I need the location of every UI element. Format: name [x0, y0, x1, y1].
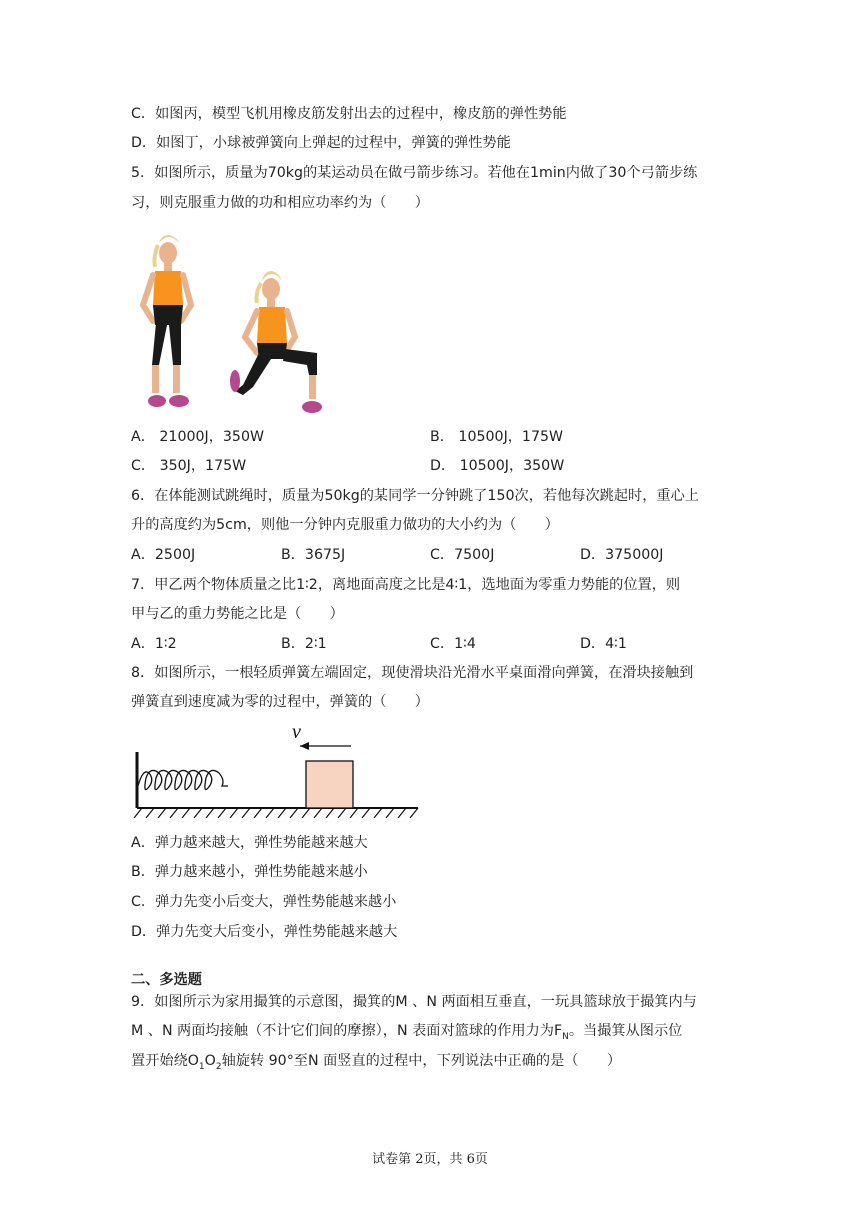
q7-stem-line2: 甲与乙的重力势能之比是（ ） [131, 606, 344, 622]
q9-stem-line3 [131, 1051, 621, 1077]
q9-line3-part-a: 置开始绕O [131, 1053, 199, 1069]
q6-option-b: B．3675J [281, 547, 346, 563]
q9-axis-subscript-2: 2 [215, 1061, 222, 1072]
q7-option-d: D．4∶1 [580, 636, 627, 652]
q5-option-b: B． 10500J，175W [430, 429, 564, 445]
q9-stem-line2 [131, 1021, 682, 1047]
q9-line3-part-c: 轴旋转 90°至N 面竖直的过程中，下列说法中正确的是（ ） [221, 1053, 622, 1069]
spring-block-diagram [130, 718, 425, 826]
q9-line2-text: M 、N 两面均接触（不计它们间的摩擦），N 表面对篮球的作用力为F [131, 1023, 563, 1039]
q5-option-c: C． 350J，175W [131, 458, 247, 474]
q9-line2-end: 。当撮箕从图示位 [568, 1023, 683, 1039]
q8-option-c: C．弹力先变小后变大，弹性势能越来越小 [131, 894, 397, 910]
lunging-person [230, 271, 322, 413]
q9-stem-line1: 9．如图所示为家用撮箕的示意图，撮箕的M 、N 两面相互垂直，一玩具篮球放于撮箕内与 [131, 994, 697, 1010]
q5-option-d: D． 10500J，350W [430, 458, 565, 474]
standing-person [143, 235, 191, 407]
q7-option-a: A．1∶2 [131, 636, 177, 652]
sliding-block [306, 761, 353, 808]
q4-option-d: D．如图丁，小球被弹簧向上弹起的过程中，弹簧的弹性势能 [131, 135, 511, 151]
lunge-exercise-figure [125, 225, 335, 425]
q8-stem-line1: 8．如图所示，一根轻质弹簧左端固定，现使滑块沿光滑水平桌面滑向弹簧，在滑块接触到 [131, 665, 694, 681]
ground-hatching [134, 808, 418, 818]
q8-option-a: A．弹力越来越大，弹性势能越来越大 [131, 835, 368, 851]
q9-axis-subscript-1: 1 [198, 1061, 205, 1072]
q7-option-c: C．1∶4 [430, 636, 476, 652]
q6-option-a: A．2500J [131, 547, 196, 563]
q6-option-c: C．7500J [430, 547, 495, 563]
q8-option-b: B．弹力越来越小，弹性势能越来越小 [131, 864, 368, 880]
q6-stem-line2: 升的高度约为5cm，则他一分钟内克服重力做功的大小约为（ ） [131, 517, 559, 533]
q9-force-subscript: N [562, 1031, 569, 1042]
q8-stem-line2: 弹簧直到速度减为零的过程中，弹簧的（ ） [131, 694, 429, 710]
page-footer: 试卷第 2页，共 6页 [372, 1152, 488, 1167]
q6-option-d: D．375000J [580, 547, 664, 563]
q8-option-d: D．弹力先变大后变小，弹性势能越来越大 [131, 924, 398, 940]
spring [138, 770, 228, 789]
q7-option-b: B．2∶1 [281, 636, 327, 652]
q4-option-c: C．如图丙，模型飞机用橡皮筋发射出去的过程中，橡皮筋的弹性势能 [131, 106, 567, 122]
section-heading-multiple-choice: 二、多选题 [131, 972, 202, 988]
q9-line3-part-b: O [204, 1053, 216, 1069]
velocity-label: v [292, 721, 301, 743]
q6-stem-line1: 6．在体能测试跳绳时，质量为50kg的某同学一分钟跳了150次，若他每次跳起时，重心上 [131, 488, 699, 504]
q7-stem-line1: 7．甲乙两个物体质量之比1∶2，离地面高度之比是4∶1，选地面为零重力势能的位置，则 [131, 577, 681, 593]
q5-option-a: A． 21000J，350W [131, 429, 265, 445]
q5-stem-line1: 5．如图所示，质量为70kg的某运动员在做弓箭步练习。若他在1min内做了30个弓箭步练 [131, 165, 698, 181]
q5-stem-line2: 习，则克服重力做的功和相应功率约为（ ） [131, 195, 429, 211]
